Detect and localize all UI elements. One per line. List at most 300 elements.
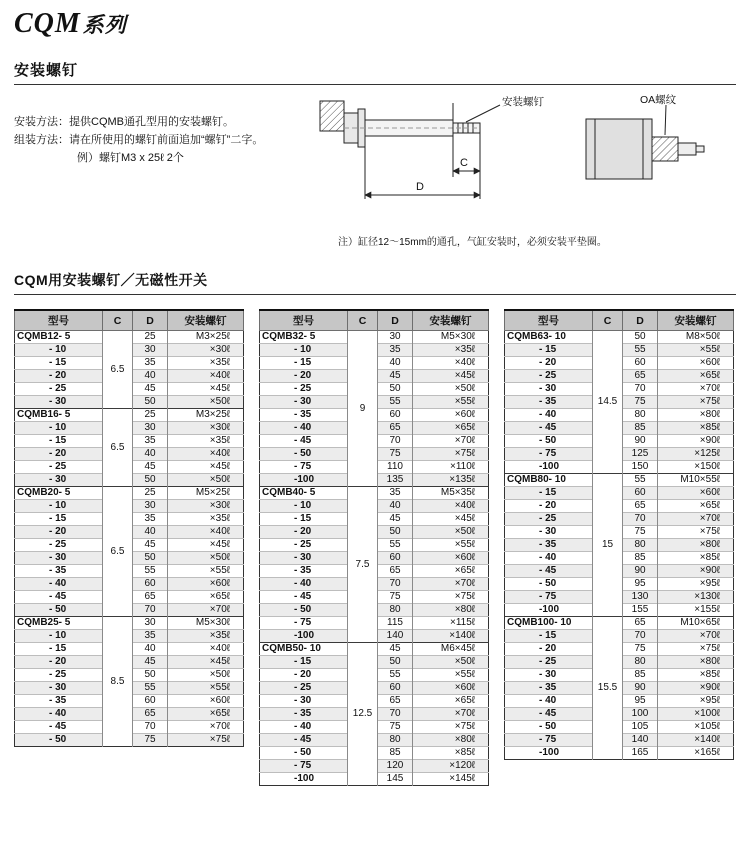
section-title-screw-table: CQM用安装螺钉／无磁性开关	[14, 272, 208, 288]
model-cell: - 15	[15, 513, 103, 526]
model-cell: -100	[260, 773, 348, 786]
col-header-c: C	[593, 310, 623, 331]
screw-spec-cell: ×85ℓ	[658, 669, 734, 682]
screw-spec-cell: ×75ℓ	[168, 734, 244, 747]
screw-spec-cell: M6×45ℓ	[413, 643, 489, 656]
mount-screw-leader-line	[466, 105, 500, 122]
screw-spec-cell: ×85ℓ	[658, 552, 734, 565]
model-cell: - 45	[260, 734, 348, 747]
screw-spec-cell: ×45ℓ	[168, 383, 244, 396]
mounting-bolt-drawing	[320, 101, 500, 199]
d-dimension-cell: 45	[133, 383, 168, 396]
c-dimension-cell: 6.5	[103, 331, 133, 409]
model-cell: - 45	[505, 565, 593, 578]
model-cell: - 30	[15, 682, 103, 695]
model-cell: - 75	[505, 734, 593, 747]
screw-spec-cell: ×75ℓ	[658, 526, 734, 539]
screw-spec-cell: ×75ℓ	[413, 448, 489, 461]
d-dimension-cell: 50	[133, 669, 168, 682]
screw-spec-cell: ×65ℓ	[168, 708, 244, 721]
d-dimension-cell: 90	[623, 435, 658, 448]
screw-spec-cell: M10×65ℓ	[658, 617, 734, 630]
screw-spec-cell: ×140ℓ	[413, 630, 489, 643]
screw-spec-cell: ×60ℓ	[168, 578, 244, 591]
screw-spec-cell: ×85ℓ	[413, 747, 489, 760]
screw-spec-cell: ×35ℓ	[413, 344, 489, 357]
d-dimension-cell: 75	[133, 734, 168, 747]
model-cell: - 25	[260, 682, 348, 695]
d-dimension-cell: 75	[378, 448, 413, 461]
screw-spec-cell: ×40ℓ	[168, 448, 244, 461]
section-divider-2	[14, 294, 736, 295]
model-cell: - 50	[260, 448, 348, 461]
bore-block	[15, 487, 244, 617]
table-row	[505, 474, 734, 487]
c-dimension-cell: 15.5	[593, 617, 623, 760]
model-cell: - 50	[505, 578, 593, 591]
c-dimension-cell: 8.5	[103, 617, 133, 747]
d-dimension-cell: 50	[378, 526, 413, 539]
model-cell: - 20	[260, 370, 348, 383]
model-cell: - 25	[505, 370, 593, 383]
model-cell: - 75	[505, 448, 593, 461]
table-row	[505, 331, 734, 344]
table-row	[260, 331, 489, 344]
model-cell: - 45	[260, 591, 348, 604]
d-dimension-cell: 70	[623, 630, 658, 643]
d-dimension-cell: 65	[623, 617, 658, 630]
d-dimension-cell: 140	[378, 630, 413, 643]
d-dimension-cell: 75	[623, 526, 658, 539]
model-cell: - 20	[505, 357, 593, 370]
screw-spec-cell: M3×25ℓ	[168, 409, 244, 422]
screw-spec-cell: ×65ℓ	[658, 370, 734, 383]
table-row	[260, 643, 489, 656]
d-dimension-cell: 40	[133, 526, 168, 539]
d-dimension-cell: 125	[623, 448, 658, 461]
screw-spec-cell: ×105ℓ	[658, 721, 734, 734]
screw-spec-cell: M5×30ℓ	[413, 331, 489, 344]
screw-spec-cell: ×65ℓ	[413, 422, 489, 435]
screw-spec-cell: ×70ℓ	[658, 383, 734, 396]
model-cell: - 25	[260, 383, 348, 396]
d-dimension-cell: 65	[378, 565, 413, 578]
col-header-model: 型号	[260, 310, 348, 331]
screw-table-left	[14, 309, 244, 747]
d-dimension-cell: 55	[378, 396, 413, 409]
c-dimension-cell: 7.5	[348, 487, 378, 643]
d-dimension-cell: 35	[133, 435, 168, 448]
d-dimension-cell: 65	[378, 695, 413, 708]
d-dimension-cell: 40	[133, 643, 168, 656]
section-title-mounting-screw: 安装螺钉	[14, 62, 79, 79]
screw-spec-cell: ×85ℓ	[658, 422, 734, 435]
d-dimension-cell: 70	[378, 708, 413, 721]
d-dimension-cell: 120	[378, 760, 413, 773]
model-cell: - 25	[260, 539, 348, 552]
model-cell: - 50	[15, 734, 103, 747]
screw-spec-cell: ×55ℓ	[413, 396, 489, 409]
screw-spec-cell: ×55ℓ	[413, 669, 489, 682]
d-dimension-cell: 75	[378, 591, 413, 604]
screw-spec-cell: ×80ℓ	[413, 734, 489, 747]
c-dimension-cell: 6.5	[103, 409, 133, 487]
d-dimension-cell: 80	[378, 734, 413, 747]
model-cell: - 40	[260, 578, 348, 591]
screw-spec-cell: ×55ℓ	[658, 344, 734, 357]
model-cell: - 40	[260, 721, 348, 734]
dim-label-c: C	[460, 157, 468, 169]
model-cell: - 15	[505, 630, 593, 643]
d-dimension-cell: 60	[378, 409, 413, 422]
bore-block	[505, 617, 734, 760]
screw-spec-cell: ×50ℓ	[413, 383, 489, 396]
screw-spec-cell: ×125ℓ	[658, 448, 734, 461]
rod-tip	[696, 146, 704, 152]
table-row	[15, 409, 244, 422]
screw-spec-cell: ×40ℓ	[413, 500, 489, 513]
d-dimension-cell: 70	[133, 721, 168, 734]
col-header-model: 型号	[15, 310, 103, 331]
d-dimension-cell: 60	[378, 682, 413, 695]
d-dimension-cell: 40	[378, 500, 413, 513]
model-cell: CQMB63- 10	[505, 331, 593, 344]
screw-spec-cell: ×40ℓ	[168, 370, 244, 383]
table-row	[260, 487, 489, 500]
d-dimension-cell: 30	[133, 500, 168, 513]
col-header-screw: 安装螺钉	[168, 310, 244, 331]
d-dimension-cell: 55	[133, 682, 168, 695]
d-dimension-cell: 65	[623, 370, 658, 383]
model-cell: - 40	[260, 422, 348, 435]
screw-spec-cell: ×30ℓ	[168, 422, 244, 435]
bore-block	[505, 474, 734, 617]
d-dimension-cell: 80	[623, 656, 658, 669]
model-cell: - 20	[15, 448, 103, 461]
screw-spec-cell: ×120ℓ	[413, 760, 489, 773]
d-dimension-cell: 70	[378, 578, 413, 591]
model-cell: CQMB40- 5	[260, 487, 348, 500]
col-header-c: C	[348, 310, 378, 331]
d-dimension-cell: 145	[378, 773, 413, 786]
screw-spec-cell: ×110ℓ	[413, 461, 489, 474]
model-cell: CQMB80- 10	[505, 474, 593, 487]
bore-block	[15, 409, 244, 487]
col-header-screw: 安装螺钉	[658, 310, 734, 331]
model-cell: - 35	[505, 396, 593, 409]
d-dimension-cell: 95	[623, 695, 658, 708]
model-cell: - 30	[260, 396, 348, 409]
screw-spec-cell: ×45ℓ	[168, 656, 244, 669]
d-dimension-cell: 80	[623, 409, 658, 422]
screw-spec-cell: ×55ℓ	[413, 539, 489, 552]
d-dimension-cell: 100	[623, 708, 658, 721]
screw-spec-cell: ×80ℓ	[658, 656, 734, 669]
d-dimension-cell: 35	[378, 487, 413, 500]
d-dimension-cell: 55	[623, 474, 658, 487]
model-cell: - 25	[15, 669, 103, 682]
model-cell: -100	[260, 630, 348, 643]
model-cell: - 20	[260, 526, 348, 539]
model-cell: CQMB12- 5	[15, 331, 103, 344]
d-dimension-cell: 25	[133, 331, 168, 344]
d-dimension-cell: 40	[133, 448, 168, 461]
model-cell: - 25	[15, 383, 103, 396]
model-cell: - 10	[15, 344, 103, 357]
cylinder-drawing	[586, 105, 704, 179]
d-dimension-cell: 30	[133, 422, 168, 435]
col-header-d: D	[133, 310, 168, 331]
table-row	[15, 331, 244, 344]
d-dimension-cell: 65	[623, 500, 658, 513]
col-header-screw: 安装螺钉	[413, 310, 489, 331]
d-dimension-cell: 35	[378, 344, 413, 357]
model-cell: - 30	[15, 552, 103, 565]
d-dimension-cell: 90	[623, 682, 658, 695]
d-dimension-cell: 60	[378, 552, 413, 565]
model-cell: - 10	[15, 500, 103, 513]
screw-spec-cell: ×70ℓ	[658, 513, 734, 526]
screw-spec-cell: ×145ℓ	[413, 773, 489, 786]
model-cell: - 25	[15, 539, 103, 552]
screw-spec-cell: ×75ℓ	[658, 396, 734, 409]
model-cell: CQMB25- 5	[15, 617, 103, 630]
instruction-line-example: 例）螺钉M3 x 25ℓ 2个	[77, 152, 184, 164]
screw-spec-cell: ×45ℓ	[168, 539, 244, 552]
screw-spec-cell: ×65ℓ	[168, 591, 244, 604]
model-cell: CQMB32- 5	[260, 331, 348, 344]
c-dimension-cell: 9	[348, 331, 378, 487]
screw-spec-cell: M8×50ℓ	[658, 331, 734, 344]
mount-screw-label: 安装螺钉	[502, 96, 544, 108]
d-dimension-cell: 85	[378, 747, 413, 760]
screw-spec-cell: ×60ℓ	[658, 357, 734, 370]
screw-spec-cell: ×50ℓ	[168, 396, 244, 409]
mounting-note: 注）缸径12～15mm的通孔，气缸安装时，必须安装平垫圈。	[338, 237, 607, 248]
dim-label-d: D	[416, 181, 424, 193]
screw-spec-cell: ×60ℓ	[413, 552, 489, 565]
model-cell: - 20	[505, 643, 593, 656]
model-cell: - 45	[15, 591, 103, 604]
d-dimension-cell: 110	[378, 461, 413, 474]
model-cell: - 15	[260, 513, 348, 526]
model-cell: - 45	[505, 422, 593, 435]
screw-spec-cell: ×155ℓ	[658, 604, 734, 617]
screw-table-right	[504, 309, 734, 760]
model-cell: -100	[260, 474, 348, 487]
model-cell: - 35	[260, 565, 348, 578]
d-dimension-cell: 55	[378, 539, 413, 552]
instruction-line-install: 安装方法：提供CQMB通孔型用的安装螺钉。	[14, 116, 234, 128]
screw-spec-cell: ×95ℓ	[658, 578, 734, 591]
model-cell: CQMB20- 5	[15, 487, 103, 500]
model-cell: - 75	[260, 617, 348, 630]
d-dimension-cell: 55	[623, 344, 658, 357]
d-dimension-cell: 35	[133, 357, 168, 370]
screw-spec-cell: ×100ℓ	[658, 708, 734, 721]
bore-block	[260, 643, 489, 786]
model-cell: - 20	[15, 526, 103, 539]
c-dimension-cell: 12.5	[348, 643, 378, 786]
model-cell: - 50	[260, 604, 348, 617]
d-dimension-cell: 60	[623, 487, 658, 500]
screw-spec-cell: ×35ℓ	[168, 630, 244, 643]
model-cell: - 45	[15, 721, 103, 734]
d-dimension-cell: 65	[378, 422, 413, 435]
model-cell: -100	[505, 747, 593, 760]
d-dimension-cell: 35	[133, 630, 168, 643]
d-dimension-cell: 135	[378, 474, 413, 487]
screw-spec-cell: ×75ℓ	[413, 591, 489, 604]
screw-spec-cell: ×50ℓ	[168, 552, 244, 565]
mounting-screw-diagram	[314, 87, 736, 248]
bore-block	[15, 331, 244, 409]
d-dimension-cell: 30	[133, 617, 168, 630]
model-cell: - 25	[15, 461, 103, 474]
d-dimension-cell: 40	[378, 357, 413, 370]
d-dimension-cell: 70	[378, 435, 413, 448]
screw-spec-cell: ×90ℓ	[658, 565, 734, 578]
screw-spec-cell: ×65ℓ	[658, 500, 734, 513]
d-dimension-cell: 30	[133, 344, 168, 357]
model-cell: - 15	[260, 357, 348, 370]
d-dimension-cell: 90	[623, 565, 658, 578]
model-cell: - 15	[505, 344, 593, 357]
d-dimension-cell: 75	[378, 721, 413, 734]
model-cell: - 50	[505, 721, 593, 734]
model-cell: CQMB16- 5	[15, 409, 103, 422]
model-cell: - 45	[260, 435, 348, 448]
d-dimension-cell: 50	[378, 656, 413, 669]
model-cell: - 35	[505, 682, 593, 695]
model-cell: -100	[505, 461, 593, 474]
screw-spec-cell: ×90ℓ	[658, 682, 734, 695]
screw-spec-cell: ×95ℓ	[658, 695, 734, 708]
model-cell: - 30	[505, 526, 593, 539]
screw-spec-cell: ×70ℓ	[413, 435, 489, 448]
d-dimension-cell: 85	[623, 669, 658, 682]
model-cell: - 40	[15, 708, 103, 721]
d-dimension-cell: 60	[133, 695, 168, 708]
screw-spec-cell: ×80ℓ	[413, 604, 489, 617]
instructions-block	[14, 87, 314, 248]
model-cell: - 40	[505, 409, 593, 422]
d-dimension-cell: 65	[133, 708, 168, 721]
screw-spec-cell: ×40ℓ	[168, 526, 244, 539]
screw-spec-cell: M5×35ℓ	[413, 487, 489, 500]
screw-spec-cell: ×150ℓ	[658, 461, 734, 474]
screw-spec-cell: ×80ℓ	[658, 539, 734, 552]
screw-spec-cell: ×75ℓ	[413, 721, 489, 734]
d-dimension-cell: 75	[623, 643, 658, 656]
d-dimension-cell: 70	[623, 513, 658, 526]
model-cell: - 40	[505, 552, 593, 565]
page-title-suffix: 系列	[82, 13, 127, 37]
d-dimension-cell: 70	[133, 604, 168, 617]
screw-spec-cell: ×50ℓ	[413, 526, 489, 539]
model-cell: - 35	[260, 708, 348, 721]
model-cell: - 35	[505, 539, 593, 552]
screw-tables-row	[14, 309, 736, 786]
model-cell: - 50	[260, 747, 348, 760]
cylinder-body	[586, 119, 652, 179]
screw-spec-cell: ×140ℓ	[658, 734, 734, 747]
model-cell: - 45	[505, 708, 593, 721]
d-dimension-cell: 85	[623, 552, 658, 565]
screw-spec-cell: M3×25ℓ	[168, 331, 244, 344]
model-cell: - 50	[15, 604, 103, 617]
model-cell: - 30	[260, 695, 348, 708]
oa-thread	[652, 137, 678, 161]
model-cell: - 30	[505, 383, 593, 396]
oa-thread-label: OA螺纹	[640, 94, 677, 106]
table-row	[15, 487, 244, 500]
model-cell: - 30	[260, 552, 348, 565]
model-cell: - 10	[15, 630, 103, 643]
d-dimension-cell: 50	[133, 474, 168, 487]
d-dimension-cell: 60	[133, 578, 168, 591]
screw-spec-cell: ×40ℓ	[168, 643, 244, 656]
screw-table-middle	[259, 309, 489, 786]
screw-spec-cell: ×70ℓ	[413, 578, 489, 591]
screw-spec-cell: ×65ℓ	[413, 565, 489, 578]
screw-spec-cell: ×30ℓ	[168, 344, 244, 357]
screw-spec-cell: M10×55ℓ	[658, 474, 734, 487]
bore-block	[505, 331, 734, 474]
d-dimension-cell: 45	[378, 643, 413, 656]
screw-spec-cell: ×35ℓ	[168, 435, 244, 448]
screw-spec-cell: ×45ℓ	[168, 461, 244, 474]
model-cell: - 35	[15, 565, 103, 578]
rod-step	[678, 143, 696, 155]
d-dimension-cell: 35	[133, 513, 168, 526]
model-cell: - 75	[505, 591, 593, 604]
model-cell: - 30	[15, 396, 103, 409]
model-cell: - 75	[260, 760, 348, 773]
col-header-d: D	[378, 310, 413, 331]
d-dimension-cell: 155	[623, 604, 658, 617]
d-dimension-cell: 80	[623, 539, 658, 552]
screw-spec-cell: ×90ℓ	[658, 435, 734, 448]
model-cell: - 20	[260, 669, 348, 682]
model-cell: - 20	[505, 500, 593, 513]
screw-spec-cell: ×165ℓ	[658, 747, 734, 760]
screw-spec-cell: ×30ℓ	[168, 500, 244, 513]
d-dimension-cell: 45	[133, 461, 168, 474]
model-cell: - 15	[260, 656, 348, 669]
d-dimension-cell: 60	[623, 357, 658, 370]
d-dimension-cell: 50	[133, 552, 168, 565]
d-dimension-cell: 70	[623, 383, 658, 396]
model-cell: CQMB50- 10	[260, 643, 348, 656]
col-header-c: C	[103, 310, 133, 331]
d-dimension-cell: 80	[378, 604, 413, 617]
d-dimension-cell: 65	[133, 591, 168, 604]
col-header-model: 型号	[505, 310, 593, 331]
screw-spec-cell: ×55ℓ	[168, 682, 244, 695]
screw-spec-cell: ×50ℓ	[168, 669, 244, 682]
bore-block	[15, 617, 244, 747]
c-dimension-cell: 15	[593, 474, 623, 617]
screw-spec-cell: ×75ℓ	[658, 643, 734, 656]
d-dimension-cell: 130	[623, 591, 658, 604]
screw-spec-cell: ×60ℓ	[413, 682, 489, 695]
screw-spec-cell: ×70ℓ	[658, 630, 734, 643]
screw-spec-cell: ×115ℓ	[413, 617, 489, 630]
d-dimension-cell: 105	[623, 721, 658, 734]
d-dimension-cell: 75	[623, 396, 658, 409]
d-dimension-cell: 45	[378, 370, 413, 383]
